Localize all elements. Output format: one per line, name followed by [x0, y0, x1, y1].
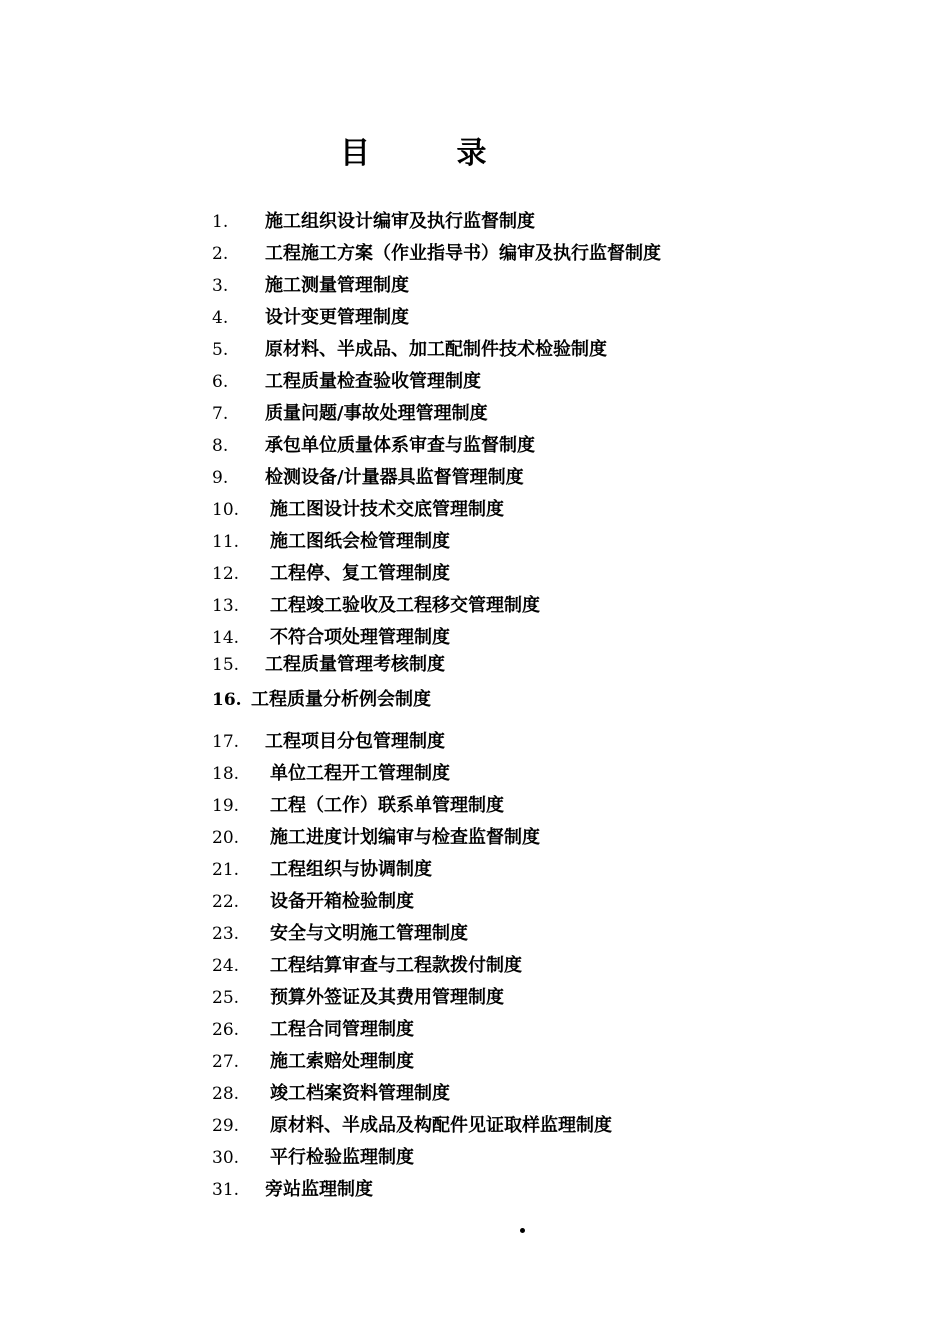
toc-item-number: 18.: [212, 764, 240, 784]
toc-item-number: 19.: [212, 796, 240, 816]
toc-item-title: 质量问题/事故处理管理制度: [265, 403, 488, 424]
toc-item-title: 旁站监理制度: [265, 1179, 373, 1200]
toc-item-title: 工程结算审查与工程款拨付制度: [270, 955, 522, 976]
toc-item-number: 17.: [212, 732, 240, 752]
toc-item-title: 施工图纸会检管理制度: [270, 531, 450, 552]
toc-item-number: 15.: [212, 655, 240, 675]
toc-item-title: 施工图设计技术交底管理制度: [270, 499, 504, 520]
toc-item-number: 24.: [212, 956, 240, 976]
toc-item-title: 承包单位质量体系审查与监督制度: [265, 435, 535, 456]
toc-item-number: 8.: [212, 436, 229, 456]
toc-item-number: 7.: [212, 404, 229, 424]
toc-item-number: 31.: [212, 1180, 240, 1200]
toc-item-title: 工程竣工验收及工程移交管理制度: [270, 595, 540, 616]
toc-item-title: 工程质量管理考核制度: [265, 654, 445, 675]
toc-item-title: 工程项目分包管理制度: [265, 731, 445, 752]
toc-item-number: 1.: [212, 212, 229, 232]
toc-item-title: 工程质量检查验收管理制度: [265, 371, 481, 392]
toc-item-title: 工程停、复工管理制度: [270, 563, 450, 584]
toc-item-number: 25.: [212, 988, 240, 1008]
toc-item-title: 原材料、半成品及构配件见证取样监理制度: [270, 1115, 612, 1136]
toc-item-number: 12.: [212, 564, 240, 584]
toc-item-number: 2.: [212, 244, 229, 264]
toc-item-title: 原材料、半成品、加工配制件技术检验制度: [265, 339, 607, 360]
toc-item-number: 29.: [212, 1116, 240, 1136]
toc-item-number: 4.: [212, 308, 229, 328]
page-title: 目 录: [340, 136, 525, 171]
toc-item-title: 预算外签证及其费用管理制度: [270, 987, 504, 1008]
toc-item-number: 28.: [212, 1084, 240, 1104]
toc-item-title: 工程质量分析例会制度: [251, 689, 431, 710]
toc-item-title: 施工测量管理制度: [265, 275, 409, 296]
toc-item-number: 14.: [212, 628, 240, 648]
toc-item-title: 设计变更管理制度: [265, 307, 409, 328]
toc-item-number: 21.: [212, 860, 240, 880]
toc-item-title: 工程合同管理制度: [270, 1019, 414, 1040]
toc-item-title: 平行检验监理制度: [270, 1147, 414, 1168]
toc-item-number: 23.: [212, 924, 240, 944]
toc-item-title: 安全与文明施工管理制度: [270, 923, 468, 944]
toc-item-number: 6.: [212, 372, 229, 392]
toc-item-title: 施工进度计划编审与检查监督制度: [270, 827, 540, 848]
toc-item-number: 27.: [212, 1052, 240, 1072]
toc-item-title: 工程施工方案（作业指导书）编审及执行监督制度: [265, 243, 661, 264]
toc-item-number: 10.: [212, 500, 240, 520]
toc-item-title: 施工索赔处理制度: [270, 1051, 414, 1072]
toc-item-title: 设备开箱检验制度: [270, 891, 414, 912]
toc-item-title: 工程（工作）联系单管理制度: [270, 795, 504, 816]
toc-item-title: 工程组织与协调制度: [270, 859, 432, 880]
page-marker-dot: [520, 1228, 525, 1233]
toc-item-title: 不符合项处理管理制度: [270, 627, 450, 648]
toc-item-number: 22.: [212, 892, 240, 912]
toc-item-title: 单位工程开工管理制度: [270, 763, 450, 784]
toc-item-number: 20.: [212, 828, 240, 848]
toc-item-number: 30.: [212, 1148, 240, 1168]
toc-item-title: 竣工档案资料管理制度: [270, 1083, 450, 1104]
toc-item-number: 26.: [212, 1020, 240, 1040]
toc-item-number: 13.: [212, 596, 240, 616]
toc-item-number: 9.: [212, 468, 229, 488]
toc-item-number: 5.: [212, 340, 229, 360]
toc-item-number: 16.: [212, 690, 242, 710]
toc-item-title: 检测设备/计量器具监督管理制度: [265, 467, 524, 488]
toc-item-number: 11.: [212, 532, 240, 552]
toc-item-number: 3.: [212, 276, 229, 296]
toc-item-title: 施工组织设计编审及执行监督制度: [265, 211, 535, 232]
